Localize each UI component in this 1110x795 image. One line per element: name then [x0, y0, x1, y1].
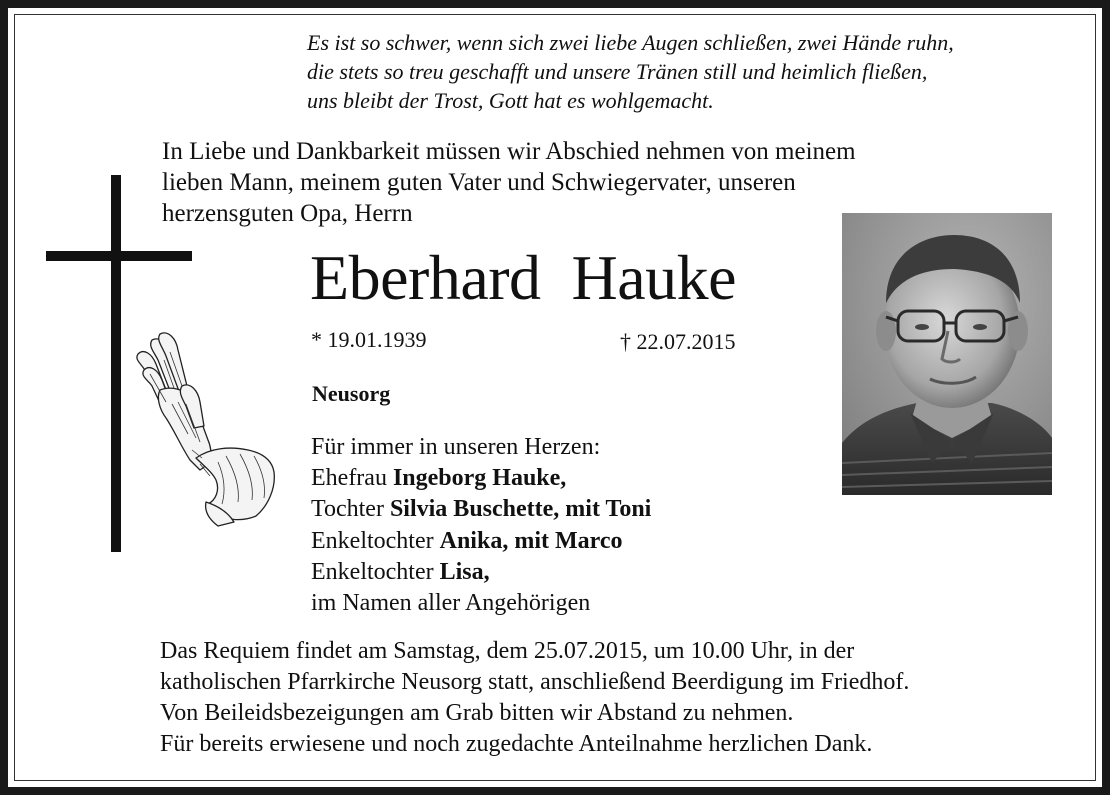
service-line: katholischen Pfarrkirche Neusorg statt, anschließend Beerdigung im Friedhof. — [160, 669, 910, 695]
mourner-names: Anika, mit Marco — [439, 527, 623, 554]
mourner-entry — [311, 463, 651, 494]
motto-line: Es ist so schwer, wenn sich zwei liebe Augen schließen, zwei Hände ruhn, — [307, 30, 954, 55]
mourner-role: Ehefrau — [311, 465, 393, 492]
mourners-heading: Für immer in unseren Herzen: — [311, 434, 601, 460]
birth-date: * 19.01.1939 — [311, 327, 427, 352]
mourner-entry — [311, 494, 651, 525]
mourner-role: Enkeltochter — [311, 558, 440, 585]
cross-vertical-bar — [111, 175, 121, 552]
service-info — [160, 636, 1060, 760]
motto-verse — [307, 28, 1067, 115]
mourners-closing: im Namen aller Angehörigen — [311, 590, 591, 617]
service-line: Für bereits erwiesene und noch zugedachte Anteilnahme herzlichen Dank. — [160, 731, 873, 757]
intro-line: herzensguten Opa, Herrn — [162, 200, 413, 227]
praying-hands-icon — [130, 330, 280, 530]
mourner-role: Enkeltochter — [311, 527, 440, 554]
deceased-name: Eberhard Hauke — [310, 242, 737, 313]
mourner-entry — [311, 526, 651, 557]
mourners-list — [311, 432, 651, 619]
mourner-names: Ingeborg Hauke, — [392, 465, 567, 492]
cross-horizontal-bar — [46, 251, 192, 261]
hometown: Neusorg — [312, 381, 391, 406]
death-date: † 22.07.2015 — [620, 329, 736, 354]
mourner-role: Tochter — [311, 496, 390, 523]
service-line: Das Requiem findet am Samstag, dem 25.07.2015, um 10.00 Uhr, in der — [160, 638, 855, 664]
intro-line: lieben Mann, meinem guten Vater und Schwiegervater, unseren — [162, 169, 796, 196]
portrait-photo — [842, 213, 1052, 495]
motto-line: uns bleibt der Trost, Gott hat es wohlgemacht. — [307, 88, 714, 113]
mourner-names: Silvia Buschette, mit Toni — [389, 496, 652, 523]
motto-line: die stets so treu geschafft und unsere Tränen still und heimlich fließen, — [307, 59, 928, 84]
service-line: Von Beileidsbezeigungen am Grab bitten wir Abstand zu nehmen. — [160, 700, 794, 726]
mourner-entry — [311, 557, 651, 588]
intro-line: In Liebe und Dankbarkeit müssen wir Abschied nehmen von meinem — [162, 138, 856, 165]
mourner-names: Lisa, — [439, 558, 490, 585]
